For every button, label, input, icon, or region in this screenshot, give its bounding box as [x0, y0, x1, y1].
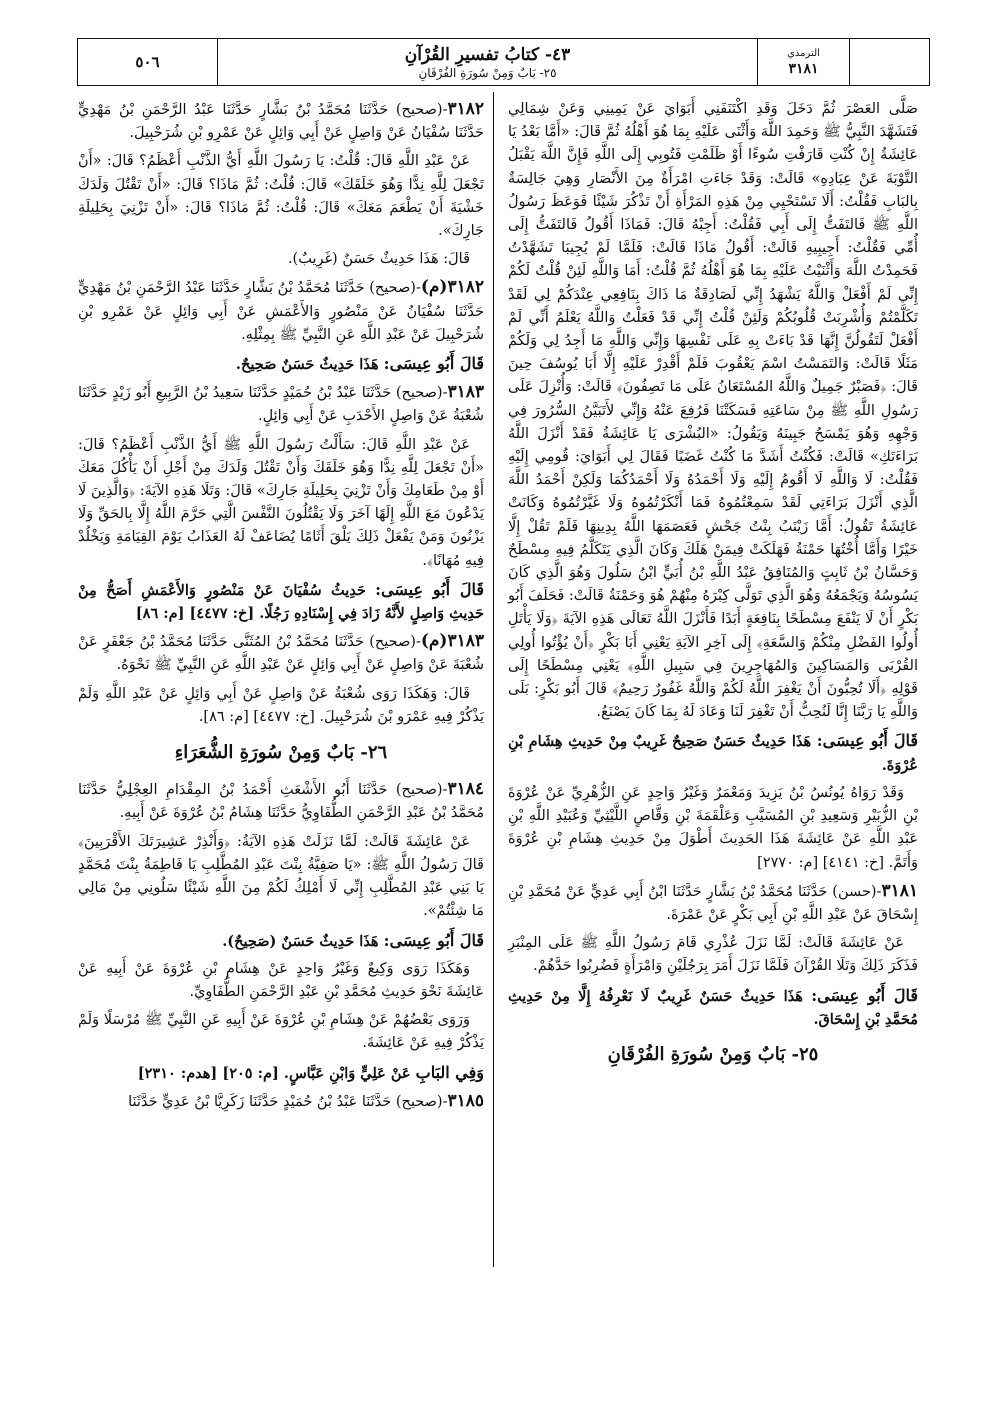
note-text: هَذَا حَدِيثٌ حَسَنٌ غَرِيبٌ لَا نَعْرِفُهُ إِلَّا مِنْ حَدِيثِ مُحَمَّدِ بْنِ إِسْحَاقَ.: [508, 987, 918, 1028]
hadith-number: ٣١٨٢: [447, 99, 484, 119]
header-book-cell: [758, 39, 850, 85]
abu-isa-note: [78, 578, 484, 625]
hadith-note: [78, 683, 484, 729]
note-speaker: قَالَ أَبُو عِيسَى:: [383, 354, 484, 374]
hadith-matn: عَنْ عَائِشَةَ قَالَتْ: لَمَّا نَزَلَ عُذْرِي قَامَ رَسُولُ اللَّهِ ﷺ عَلَى المِنْبَرِ فَذَكَرَ ذَلِكَ وَتَلَا القُرْآنَ فَلَمَّا نَزَلَ أَمَرَ بِرَجُلَيْنِ وَامْرَأَةٍ فَضُرِبُوا حَدَّهُمْ.: [508, 935, 918, 975]
hadith-matn: عَنْ عَبْدِ اللَّهِ قَالَ: قُلْتُ: يَا رَسُولَ اللَّهِ أَيُّ الذَّنْبِ أَعْظَمُ؟ قَالَ: «أَنْ تَجْعَلَ لِلَّهِ نِدًّا وَهُوَ خَلَقَكَ» قَالَ: قُلْتُ: ثُمَّ مَاذَا؟ قَالَ: «أَنْ تَقْتُلَ وَلَدَكَ خَشْيَةَ أَنْ يَطْعَمَ مَعَكَ» قَالَ: قُلْتُ: ثُمَّ مَاذَا؟ قَالَ: «أَنْ تَزْنِيَ بِحَلِيلَةِ جَارِكَ».: [78, 153, 484, 240]
hadith-number: ٣١٨٤: [447, 779, 484, 800]
fil-bab-note: [78, 1061, 484, 1085]
hadith-number: ٣١٨٣: [447, 382, 484, 403]
hadith-number: ٣١٨٥: [447, 1090, 484, 1111]
chapter-subtitle: ٢٥- بَابٌ وَمِنْ سُورَةِ الفُرْقَانِ: [418, 65, 557, 80]
note-text: عَنْ عَلِيٍّ وَابْنِ عَبَّاسٍ.: [283, 1064, 411, 1082]
hadith-3181: [508, 880, 918, 927]
hadith-matn: عَنْ عَائِشَةَ قَالَتْ: لَمَّا نَزَلَتْ هَذِهِ الآيَةُ: ﴿وَأَنْذِرْ عَشِيرَتَكَ الأَقْرَبِينَ﴾ قَالَ رَسُولُ اللَّهِ ﷺ: «يَا صَفِيَّةُ بِنْتَ عَبْدِ المُطَّلِبِ يَا فَاطِمَةُ بِنْتَ مُحَمَّدٍ يَا بَنِي عَبْدِ المُطَّلِبِ إِنِّي لَا أَمْلِكُ لَكُمْ مِنَ اللَّهِ شَيْئًا سَلُونِي مِنْ مَالِي مَا شِئْتُمْ».: [78, 833, 484, 920]
hadith-3185: [78, 1090, 484, 1114]
note-speaker: قَالَ أَبُو عِيسَى:: [811, 985, 918, 1005]
header-blank-cell: [850, 39, 929, 85]
header-title-cell: [218, 39, 758, 85]
hadith-3182m: [78, 276, 484, 347]
hadith-note: قَالَ: هَذَا حَدِيثٌ حَسَنٌ (غَرِيبٌ).: [287, 251, 470, 268]
hadith-isnad: -(صحيح) حَدَّثَنَا عَبْدُ بْنُ حُمَيْدٍ حَدَّثَنَا سَعِيدُ بْنُ الرَّبِيعِ أَبُو زَيْدٍ حَدَّثَنَا شُعْبَةُ عَنْ وَاصِلٍ الأَحْدَبِ عَنْ أَبِي وَائِلٍ.: [78, 385, 484, 425]
note-speaker: وَفِي البَابِ: [415, 1062, 484, 1082]
note-speaker: قَالَ أَبُو عِيسَى:: [375, 579, 484, 599]
hadith-range: ٣١٨١: [788, 60, 819, 77]
left-column: [78, 98, 484, 1119]
note-text: هَذَا حَدِيثٌ حَسَنٌ صَحِيحٌ.: [235, 356, 379, 374]
narration-paragraph: وَرَوَى بَعْضُهُمْ عَنْ هِشَامِ بْنِ عُرْوَةَ عَنْ أَبِيهِ عَنِ النَّبِيِّ ﷺ مُرْسَلًا وَلَمْ يَذْكُرْ فِيهِ عَنْ عَائِشَةَ.: [78, 1012, 484, 1052]
abu-isa-note: [508, 984, 918, 1031]
right-column: [508, 98, 918, 1080]
hadith-number: ٣١٨١: [881, 880, 918, 901]
note-speaker: قَالَ أَبُو عِيسَى:: [816, 731, 918, 751]
column-divider: [493, 92, 494, 1267]
note-text: قَالَ: وَهَكَذَا رَوَى شُعْبَةُ عَنْ وَاصِلٍ عَنْ أَبِي وَائِلٍ عَنْ عَبْدِ اللَّهِ وَلَمْ يَذْكُرْ فِيهِ عَمْرَو بْنَ شُرَحْبِيلَ.: [78, 685, 484, 725]
hadith-3183: [78, 381, 484, 428]
hadith-isnad: -(صحيح) حَدَّثَنَا مُحَمَّدُ بْنُ بَشَّارٍ حَدَّثَنَا عَبْدُ الرَّحْمَنِ بْنُ مَهْدِيٍّ حَدَّثَنَا سُفْيَانُ عَنْ مَنْصُورٍ وَالأَعْمَشِ عَنْ أَبِي وَائِلٍ عَنْ عَمْرِو بْنِ شُرَحْبِيلَ عَنْ عَبْدِ اللَّهِ عَنِ النَّبِيِّ ﷺ بِمِثْلِهِ.: [78, 280, 484, 343]
reference: [م: ٢٠٥] [هدم: ٢٣١٠]: [137, 1064, 279, 1082]
paragraph-text: وَقَدْ رَوَاهُ يُونُسُ بْنُ يَزِيدَ وَمَعْمَرٌ وَغَيْرُ وَاحِدٍ عَنِ الزُّهْرِيِّ عَنْ عُرْوَةَ بْنِ الزُّبَيْرِ وَسَعِيدِ بْنِ المُسَيَّبِ وَعَلْقَمَةَ بْنِ وَقَّاصٍ اللَّيْثِيِّ وَعُبَيْدِ اللَّهِ بْنِ عَبْدِ اللَّهِ عَنْ عَائِشَةَ هَذَا الحَدِيثَ أَطْوَلَ مِنْ حَدِيثِ هِشَامِ بْنِ عُرْوَةَ وَأَتَمَّ.: [508, 784, 918, 871]
hadith-3184: [78, 778, 484, 825]
reference: [خ: ٤٤٧٧] [م: ٨٦]: [135, 605, 255, 623]
abu-isa-note: [78, 352, 484, 376]
abu-isa-note: [508, 729, 918, 776]
hadith-number: ٣١٨٣(م): [420, 631, 484, 652]
hadith-isnad: -(صحيح) حَدَّثَنَا أَبُو الأَشْعَثِ أَحْمَدُ بْنُ المِقْدَامِ العِجْلِيُّ حَدَّثَنَا مُحَمَّدُ بْنُ عَبْدِ الرَّحْمَنِ الطُّفَاوِيُّ حَدَّثَنَا هِشَامُ بْنُ عُرْوَةَ عَنْ أَبِيهِ.: [78, 782, 484, 822]
hadith-isnad: -(صحيح) حَدَّثَنَا مُحَمَّدُ بْنُ المُثَنَّى حَدَّثَنَا مُحَمَّدُ بْنُ جَعْفَرٍ عَنْ شُعْبَةَ عَنْ وَاصِلٍ عَنْ أَبِي وَائِلٍ عَنْ عَبْدِ اللَّهِ عَنِ النَّبِيِّ ﷺ نَحْوَهُ.: [78, 634, 484, 674]
abu-isa-note: [78, 929, 484, 953]
book-title: ٤٣- كتابُ تفسيرِ القُرْآنِ: [404, 44, 571, 65]
chapter-heading-furqan: ٢٥- بَابٌ وَمِنْ سُورَةِ الفُرْقَانِ: [607, 1043, 819, 1065]
book-name: الترمذي: [787, 47, 820, 59]
page-number: ٥٠٦: [78, 39, 218, 85]
note-text: هَذَا حَدِيثٌ حَسَنٌ صَحِيحٌ غَرِيبٌ مِنْ حَدِيثِ هِشَامِ بْنِ عُرْوَةَ.: [508, 733, 918, 774]
note-text: هَذَا حَدِيثٌ حَسَنٌ (صَحِيحٌ).: [222, 932, 379, 950]
note-text: حَدِيثُ سُفْيَانَ عَنْ مَنْصُورٍ وَالأَعْمَشِ أَصَحُّ مِنْ حَدِيثِ وَاصِلٍ لأَنَّهُ زَادَ فِي إِسْنَادِهِ رَجُلًا.: [78, 581, 484, 623]
hadith-3182: [78, 98, 484, 145]
hadith-matn: عَنْ عَبْدِ اللَّهِ قَالَ: سَأَلْتُ رَسُولَ اللَّهِ ﷺ أَيُّ الذَّنْبِ أَعْظَمُ؟ قَالَ: «أَنْ تَجْعَلَ لِلَّهِ نِدًّا وَهُوَ خَلَقَكَ وَأَنْ تَقْتُلَ وَلَدَكَ مِنْ أَجْلِ أَنْ يَأْكُلَ مَعَكَ أَوْ مِنْ طَعَامِكَ وَأَنْ تَزْنِيَ بِحَلِيلَةِ جَارِكَ» قَالَ: وَتَلَا هَذِهِ الآيَةَ: ﴿وَالَّذِينَ لَا يَدْعُونَ مَعَ اللَّهِ إِلَهًا آخَرَ وَلَا يَقْتُلُونَ النَّفْسَ الَّتِي حَرَّمَ اللَّهُ إِلَّا بِالحَقِّ وَلَا يَزْنُونَ وَمَنْ يَفْعَلْ ذَلِكَ يَلْقَ أَثَامًا يُضَاعَفْ لَهُ العَذَابُ يَوْمَ القِيَامَةِ وَيَخْلُدْ فِيهِ مُهَانًا﴾.: [78, 436, 484, 569]
hadith-number: ٣١٨٢(م): [420, 277, 484, 298]
narration-paragraph: [508, 782, 918, 875]
reference: [خ: ٤٤٧٧] [م: ٨٦].: [198, 708, 315, 725]
narration-paragraph: وَهَكَذَا رَوَى وَكِيعٌ وَغَيْرُ وَاحِدٍ عَنْ هِشَامِ بْنِ عُرْوَةَ عَنْ أَبِيهِ عَنْ عَائِشَةَ نَحْوَ حَدِيثِ مُحَمَّدِ بْنِ عَبْدِ الرَّحْمَنِ الطُّفَاوِيِّ.: [78, 960, 484, 1000]
chapter-heading-shuara: ٢٦- بَابٌ وَمِنْ سُورَةِ الشُّعَرَاءِ: [174, 742, 388, 764]
hadith-continuation: صَلَّى العَصْرَ ثُمَّ دَخَلَ وَقَدِ اكْتَنَفَنِي أَبَوَايَ عَنْ يَمِينِي وَعَنْ شِمَالِي فَتَشَهَّدَ النَّبِيُّ ﷺ وَحَمِدَ اللَّهَ وَأَثْنَى عَلَيْهِ بِمَا هُوَ أَهْلُهُ ثُمَّ قَالَ: «أَمَّا بَعْدُ يَا عَائِشَةُ إِنْ كُنْتِ قَارَفْتِ سُوءًا أَوْ ظَلَمْتِ فَتُوبِي إِلَى اللَّهِ فَإِنَّ اللَّهَ يَقْبَلُ التَّوْبَةَ عَنْ عِبَادِهِ» قَالَتْ: وَقَدْ جَاءَتِ امْرَأَةٌ مِنَ الأَنْصَارِ وَهِيَ جَالِسَةٌ بِالبَابِ فَقُلْتُ: أَلَا تَسْتَحْيِي مِنْ هَذِهِ المَرْأَةِ أَنْ تَذْكُرَ شَيْئًا فَوَعَظَ رَسُولُ اللَّهِ ﷺ فَالتَفَتُّ إِلَى أَبِي فَقُلْتُ: أَجِبْهُ قَالَ: فَمَاذَا أَقُولُ فَالتَفَتُّ إِلَى أُمِّي فَقُلْتُ: أَجِيبِيهِ قَالَتْ: أَقُولُ مَاذَا قَالَتْ: فَلَمَّا لَمْ يُجِيبَا تَشَهَّدْتُ فَحَمِدْتُ اللَّهَ وَأَثْنَيْتُ عَلَيْهِ بِمَا هُوَ أَهْلُهُ ثُمَّ قُلْتُ: أَمَا وَاللَّهِ لَئِنْ قُلْتُ لَكُمْ إِنِّي لَمْ أَفْعَلْ وَاللَّهُ يَشْهَدُ إِنِّي لَصَادِقَةٌ مَا ذَاكَ بِنَافِعِي عِنْدَكُمْ لِي لَقَدْ تَكَلَّمْتُمْ وَأُشْرِبَتْ قُلُوبُكُمْ وَلَئِنْ قُلْتُ إِنِّي قَدْ فَعَلْتُ وَاللَّهُ يَعْلَمُ أَنِّي لَمْ أَفْعَلْ لَتَقُولُنَّ إِنَّهَا قَدْ بَاءَتْ بِهِ عَلَى نَفْسِهَا وَإِنِّي وَاللَّهِ مَا أَجِدُ لِي وَلَكُمْ مَثَلًا قَالَتْ: وَالتَمَسْتُ اسْمَ يَعْقُوبَ فَلَمْ أَقْدِرْ عَلَيْهِ إِلَّا أَبَا يُوسُفَ حِينَ قَالَ: ﴿فَصَبْرٌ جَمِيلٌ وَاللَّهُ المُسْتَعَانُ عَلَى مَا تَصِفُونَ﴾ قَالَتْ: وَأُنْزِلَ عَلَى رَسُولِ اللَّهِ ﷺ مِنْ سَاعَتِهِ فَسَكَتْنَا فَرُفِعَ عَنْهُ وَإِنِّي لأَتَبَيَّنُ السُّرُورَ فِي وَجْهِهِ وَهُوَ يَمْسَحُ جَبِينَهُ وَيَقُولُ: «البُشْرَى يَا عَائِشَةُ فَقَدْ أَنْزَلَ اللَّهُ بَرَاءَتَكِ» قَالَتْ: فَكُنْتُ أَشَدَّ مَا كُنْتُ غَضَبًا فَقَالَ لِي أَبَوَايَ: قُومِي إِلَيْهِ فَقُلْتُ: لَا وَاللَّهِ لَا أَقُومُ إِلَيْهِ وَلَا أَحْمَدُهُ وَلَا أَحْمَدُكُمَا وَلَكِنْ أَحْمَدُ اللَّهَ الَّذِي أَنْزَلَ بَرَاءَتِي لَقَدْ سَمِعْتُمُوهُ فَمَا أَنْكَرْتُمُوهُ وَلَا غَيَّرْتُمُوهُ وَكَانَتْ عَائِشَةُ تَقُولُ: أَمَّا زَيْنَبُ بِنْتُ جَحْشٍ فَعَصَمَهَا اللَّهُ بِدِينِهَا فَلَمْ تَقُلْ إِلَّا خَيْرًا وَأَمَّا أُخْتُهَا حَمْنَةُ فَهَلَكَتْ فِيمَنْ هَلَكَ وَكَانَ الَّذِي يَتَكَلَّمُ فِيهِ مِسْطَحٌ وَحَسَّانُ بْنُ ثَابِتٍ وَالمُنَافِقُ عَبْدُ اللَّهِ بْنُ أُبَيٍّ ابْنُ سَلُولَ وَهُوَ الَّذِي كَانَ يَسُوسُهُ وَيَجْمَعُهُ وَهُوَ الَّذِي تَوَلَّى كِبْرَهُ مِنْهُمْ هُوَ وَحَمْنَةُ قَالَتْ: فَحَلَفَ أَبُو بَكْرٍ أَنْ لَا يَنْفَعَ مِسْطَحًا بِنَافِعَةٍ أَبَدًا فَأَنْزَلَ اللَّهُ تَعَالَى هَذِهِ الآيَةَ ﴿وَلَا يَأْتَلِ أُولُوا الفَضْلِ مِنْكُمْ وَالسَّعَةِ﴾ إِلَى آخِرِ الآيَةِ يَعْنِي أَبَا بَكْرٍ ﴿أَنْ يُؤْتُوا أُولِي القُرْبَى وَالمَسَاكِينَ وَالمُهَاجِرِينَ فِي سَبِيلِ اللَّهِ﴾ يَعْنِي مِسْطَحًا إِلَى قَوْلِهِ ﴿أَلَا تُحِبُّونَ أَنْ يَغْفِرَ اللَّهُ لَكُمْ وَاللَّهُ غَفُورٌ رَحِيمٌ﴾ قَالَ أَبُو بَكْرٍ: بَلَى وَاللَّهِ يَا رَبَّنَا إِنَّا لَنُحِبُّ أَنْ تَغْفِرَ لَنَا وَعَادَ لَهُ بِمَا كَانَ يَصْنَعُ.: [508, 101, 918, 721]
hadith-isnad: -(صحيح) حَدَّثَنَا مُحَمَّدُ بْنُ بَشَّارٍ حَدَّثَنَا عَبْدُ الرَّحْمَنِ بْنُ مَهْدِيٍّ حَدَّثَنَا سُفْيَانُ عَنْ وَاصِلٍ عَنْ أَبِي وَائِلٍ عَنْ عَمْرِو بْنِ شُرَحْبِيلَ.: [78, 102, 484, 142]
note-speaker: قَالَ أَبُو عِيسَى:: [383, 930, 484, 950]
hadith-3183m: [78, 630, 484, 677]
hadith-isnad: -(صحيح) حَدَّثَنَا عَبْدُ بْنُ حُمَيْدٍ حَدَّثَنَا زَكَرِيَّا بْنُ عَدِيٍّ حَدَّثَنَا: [128, 1093, 448, 1110]
reference: [خ: ٤١٤١] [م: ٢٧٧٠]: [757, 854, 885, 871]
hadith-isnad: -(حسن) حَدَّثَنَا مُحَمَّدُ بْنُ بَشَّارٍ حَدَّثَنَا ابْنُ أَبِي عَدِيٍّ عَنْ مُحَمَّدِ بْنِ إِسْحَاقَ عَنْ عَبْدِ اللَّهِ بْنِ أَبِي بَكْرٍ عَنْ عَمْرَةَ.: [508, 883, 918, 923]
page-header: [77, 38, 930, 86]
